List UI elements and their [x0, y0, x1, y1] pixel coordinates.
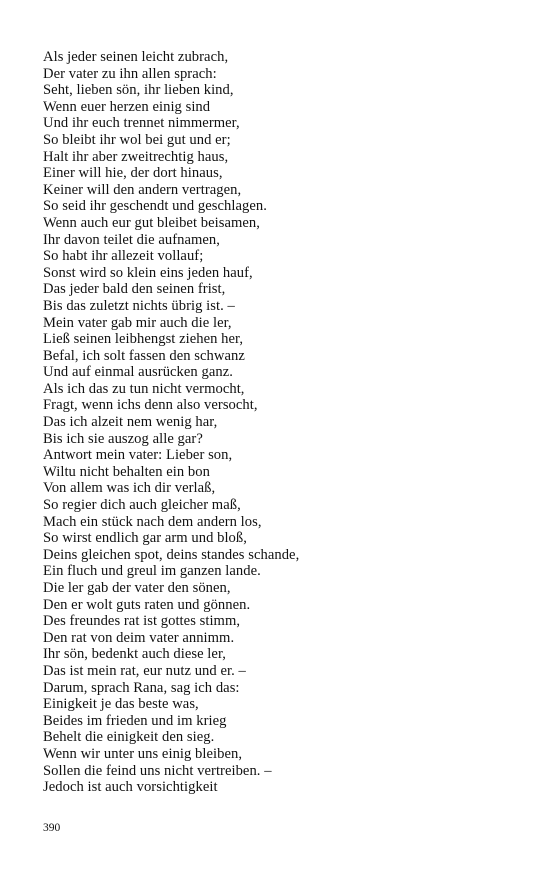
poem-line: Das ich alzeit nem wenig har,: [43, 414, 218, 431]
poem-line: Befal, ich solt fassen den schwanz: [43, 347, 245, 364]
poem-text-block: [43, 49, 523, 796]
poem-line: So seid ihr geschendt und geschlagen.: [43, 198, 267, 215]
poem-line: Den rat von deim vater annimm.: [43, 629, 235, 646]
poem-line: Die ler gab der vater den sönen,: [43, 580, 231, 596]
poem-line: Einigkeit je das beste was,: [43, 696, 199, 713]
poem-line: Ließ seinen leibhengst ziehen her,: [43, 331, 244, 348]
poem-line: Der vater zu ihn allen sprach:: [43, 65, 217, 82]
poem-line: Deins gleichen spot, deins standes schande,: [43, 546, 300, 563]
poem-line: Wiltu nicht behalten ein bon: [43, 463, 210, 480]
poem-line: Und ihr euch trennet nimmermer,: [43, 115, 240, 132]
poem-line: So wirst endlich gar arm und bloß,: [43, 530, 247, 547]
poem-line: Bis ich sie auszog alle gar?: [43, 430, 203, 447]
poem-line: Mein vater gab mir auch die ler,: [43, 314, 232, 331]
poem-line: Bis das zuletzt nichts übrig ist. –: [43, 297, 235, 314]
poem-line: Mach ein stück nach dem andern los,: [43, 513, 262, 530]
poem-line: Sonst wird so klein eins jeden hauf,: [43, 264, 253, 281]
poem-line: Sollen die feind uns nicht vertreiben. –: [43, 762, 272, 779]
poem-line: Fragt, wenn ichs denn also versocht,: [43, 397, 258, 414]
poem-line: Ihr davon teilet die aufnamen,: [43, 231, 220, 248]
poem-line: Beides im frieden und im krieg: [43, 712, 227, 729]
poem-line: Antwort mein vater: Lieber son,: [43, 447, 233, 464]
poem-line: Ihr sön, bedenkt auch diese ler,: [43, 646, 226, 663]
poem-line: Und auf einmal ausrücken ganz.: [43, 364, 233, 381]
poem-line: Darum, sprach Rana, sag ich das:: [43, 679, 240, 696]
poem-line: Den er wolt guts raten und gönnen.: [43, 596, 251, 613]
poem-line: Wenn wir unter uns einig bleiben,: [43, 745, 243, 762]
poem-line: Das ist mein rat, eur nutz und er. –: [43, 662, 246, 679]
poem-line: Ein fluch und greul im ganzen lande.: [43, 563, 261, 580]
poem-line: So habt ihr allezeit vollauf;: [43, 248, 204, 265]
poem-line: So regier dich auch gleicher maß,: [43, 497, 241, 514]
poem-line: Von allem was ich dir verlaß,: [43, 480, 216, 497]
poem-line: Halt ihr aber zweitrechtig haus,: [43, 148, 229, 165]
poem-line: Jedoch ist auch vorsichtigkeit: [43, 779, 218, 796]
poem-line: So bleibt ihr wol bei gut und er;: [43, 131, 231, 148]
poem-line: Das jeder bald den seinen frist,: [43, 281, 226, 298]
poem-line: Wenn auch eur gut bleibet beisamen,: [43, 214, 260, 231]
poem-line: Als ich das zu tun nicht vermocht,: [43, 380, 245, 397]
poem-line: Des freundes rat ist gottes stimm,: [43, 613, 241, 630]
poem-line: Einer will hie, der dort hinaus,: [43, 165, 223, 182]
poem-line: Behelt die einigkeit den sieg.: [43, 729, 215, 746]
page-number: 390: [43, 822, 61, 834]
poem-line: Wenn euer herzen einig sind: [43, 98, 211, 115]
poem-line: Als jeder seinen leicht zubrach,: [43, 49, 229, 65]
poem-line: Seht, lieben sön, ihr lieben kind,: [43, 82, 234, 99]
poem-line: Keiner will den andern vertragen,: [43, 181, 242, 198]
